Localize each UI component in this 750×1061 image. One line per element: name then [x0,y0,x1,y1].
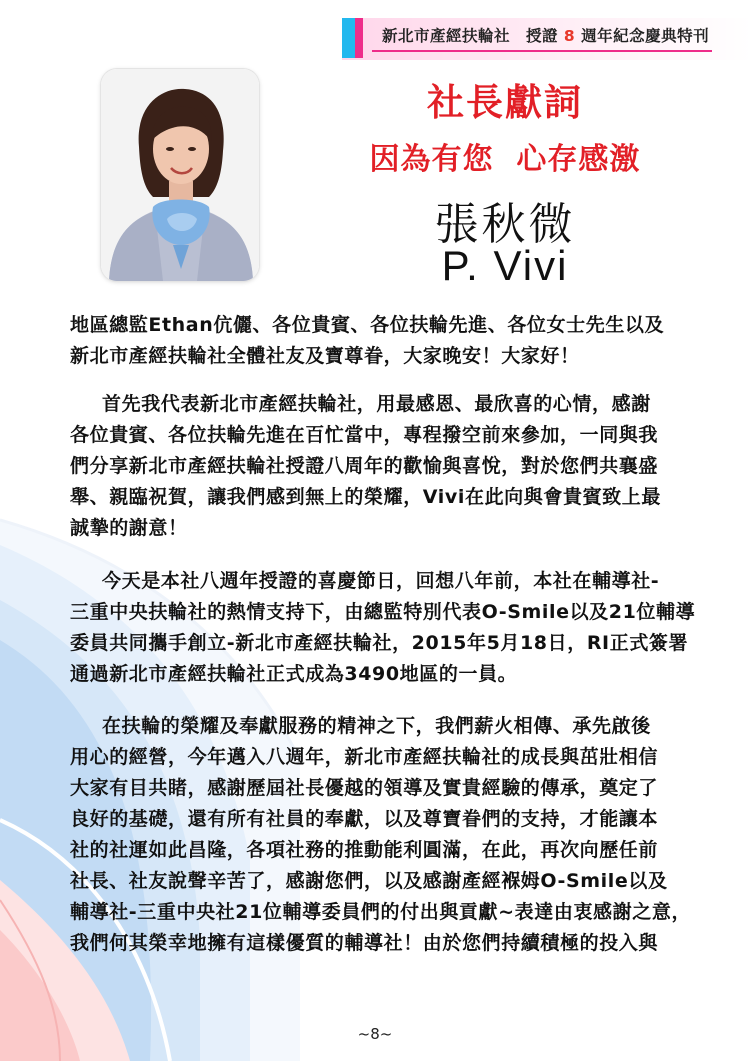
header-accent-magenta [355,18,363,58]
text-line: 誠摯的謝意！ [70,517,188,539]
text-line: 舉、親臨祝賀，讓我們感到無上的榮耀，Vivi在此向與會貴賓致上最 [70,486,661,508]
text-line: 通過新北市產經扶輪社正式成為3490地區的一員。 [70,663,518,685]
header-rule [372,50,712,52]
text-line: 用心的經營，今年邁入八週年，新北市產經扶輪社的成長與茁壯相信 [70,746,659,768]
text-line: 們分享新北市產經扶輪社授證八周年的歡愉與喜悅，對於您們共襄盛 [70,455,659,477]
text-line: 社長、社友說聲辛苦了，感謝您們，以及感謝產經褓姆O-Smile以及 [70,870,668,892]
article-title: 社長獻詞 [427,81,583,124]
text-line: 各位貴賓、各位扶輪先進在百忙當中，專程撥空前來參加，一同與我 [70,424,659,446]
text-line: 大家有目共睹，感謝歷屆社長優越的領導及實貴經驗的傳承，奠定了 [70,777,659,799]
author-name: 張秋微 [434,199,576,250]
paragraph-greeting [70,310,695,372]
text-line: 我們何其榮幸地擁有這樣優質的輔導社！由於您們持續積極的投入與 [70,932,659,954]
article-subtitle: 因為有您 心存感激 [369,142,641,177]
text-line: 委員共同攜手創立-新北市產經扶輪社，2015年5月18日，RI正式簽署 [70,632,689,654]
publication-header-part2: 週年紀念慶典特刊 [575,27,710,45]
page-number: ~8~ [357,1025,393,1043]
paragraph-thanks [70,389,695,544]
text-line: 三重中央扶輪社的熱情支持下，由總監特別代表O-Smile以及21位輔導 [70,601,696,623]
paragraph-gratitude [70,711,695,959]
paragraph-history [70,566,695,690]
publication-header-number: 8 [563,27,576,45]
text-line: 今天是本社八週年授證的喜慶節日，回想八年前，本社在輔導社- [102,570,660,592]
text-line: 地區總監Ethan伉儷、各位貴賓、各位扶輪先進、各位女士先生以及 [70,314,665,336]
text-line: 良好的基礎，還有所有社員的奉獻，以及尊寶眷們的支持，才能讓本 [70,808,659,830]
text-line: 在扶輪的榮耀及奉獻服務的精神之下，我們薪火相傳、承先啟後 [102,715,651,737]
publication-header-part1: 新北市產經扶輪社 授證 [382,27,564,45]
publication-header [382,24,732,46]
author-portrait [101,69,259,281]
author-english-name: P. Vivi [441,242,569,289]
header-accent-cyan [342,18,355,58]
text-line: 首先我代表新北市產經扶輪社，用最感恩、最欣喜的心情，感謝 [102,393,651,415]
text-line: 社的社運如此昌隆，各項社務的推動能利圓滿，在此，再次向歷任前 [70,839,659,861]
text-line: 輔導社-三重中央社21位輔導委員們的付出與貢獻~表達由衷感謝之意， [70,901,692,923]
text-line: 新北市產經扶輪社全體社友及寶尊眷，大家晚安！大家好！ [70,345,580,367]
